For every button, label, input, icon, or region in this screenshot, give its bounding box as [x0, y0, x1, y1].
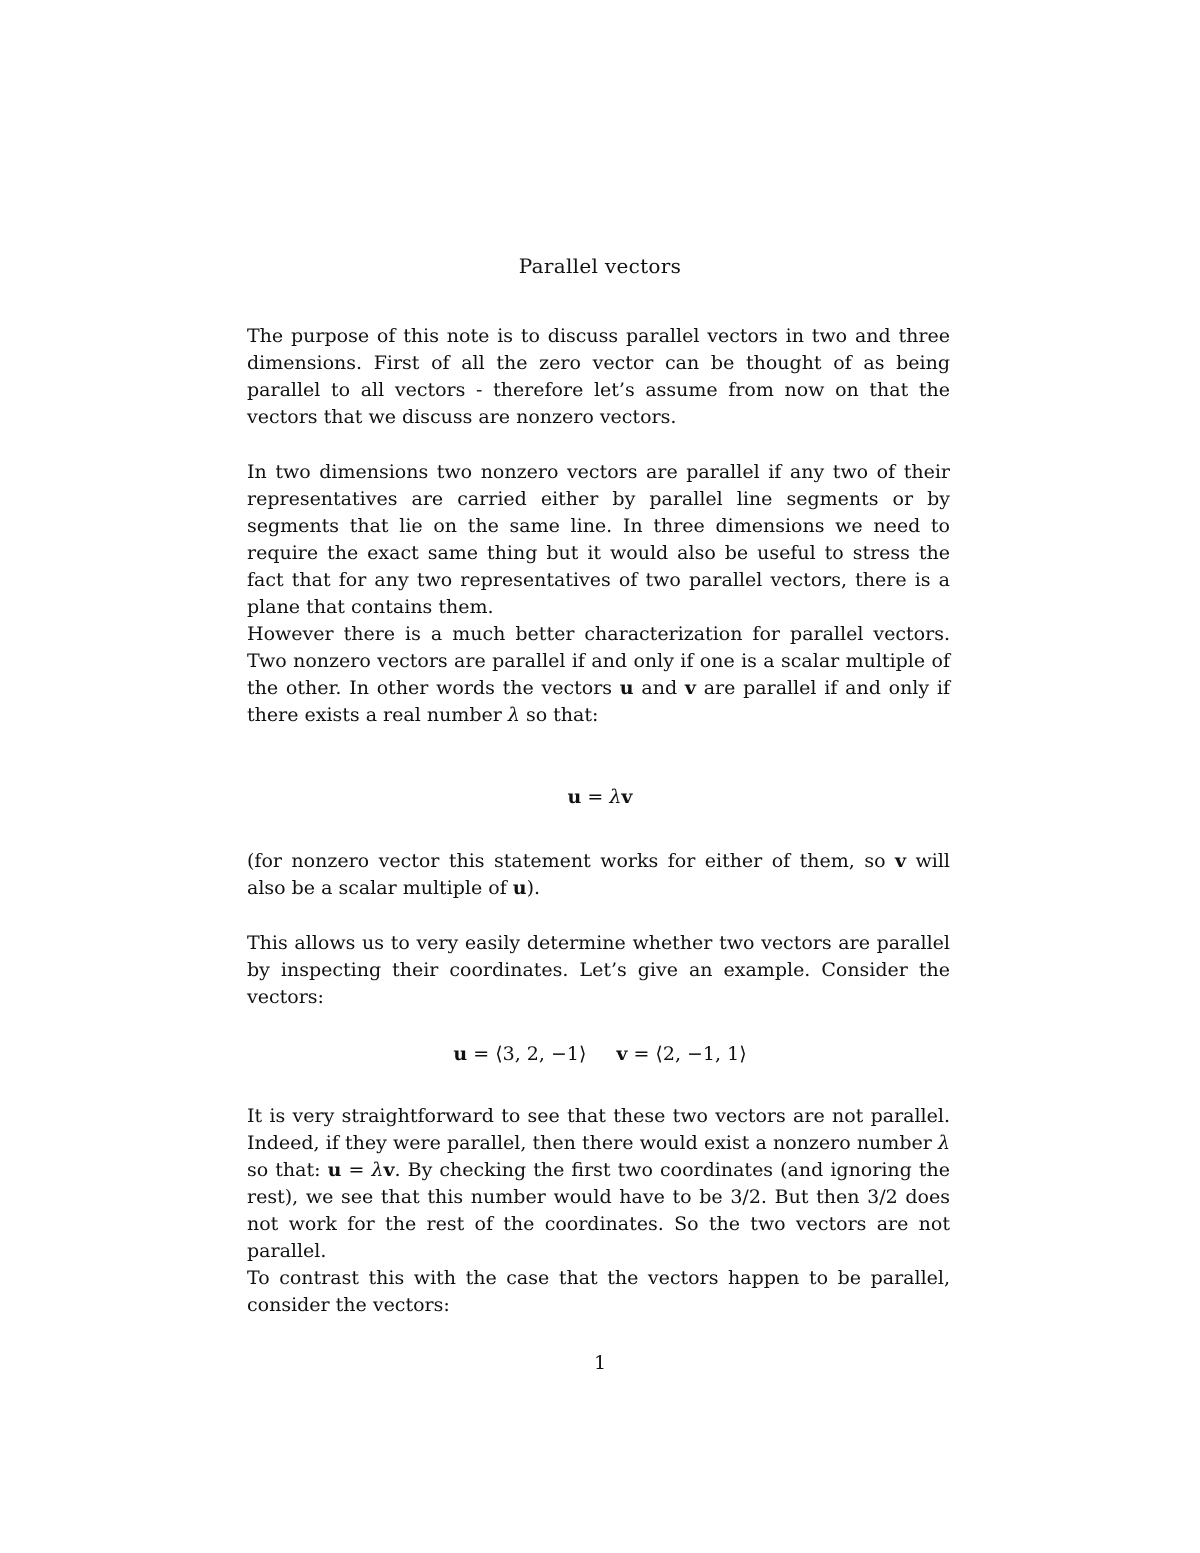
equation-u: u	[453, 1043, 468, 1065]
equation-v: v	[621, 786, 633, 808]
equation-v: v	[616, 1043, 628, 1065]
paragraph-intro: The purpose of this note is to discuss parallel vectors in two and three dimensions. First of all the zero vector can be thought of as being parallel to all vectors - therefore let’s assume from now on that the vectors that we discuss are nonzero vectors.	[247, 325, 950, 428]
page-title: Parallel vectors	[518, 254, 682, 278]
vector-v-symbol: v	[684, 677, 696, 699]
paragraph-contrast: To contrast this with the case that the vectors happen to be parallel, consider the vectors:	[247, 1267, 950, 1316]
paragraph-example-intro: This allows us to very easily determine whether two vectors are parallel by inspecting their coordinates. Let’s give an example. Consider the vectors:	[247, 932, 950, 1008]
page-number: 1	[593, 1352, 607, 1374]
text-segment: are parallel if and only if there exists a real number	[247, 677, 950, 726]
vector-v-symbol: v	[383, 1159, 395, 1181]
paragraph-two-dimensions: In two dimensions two nonzero vectors are parallel if any two of their representatives are carried either by parallel line segments or by segments that lie on the same line. In three dimensions we need to require the exact same thing but it would also be useful to stress the fact that for any two representatives of two parallel vectors, there is a plane that contains them.	[247, 461, 950, 618]
text-segment: =	[341, 1159, 372, 1181]
text-segment: However there is a much better characterization for parallel vectors. Two nonzero vectors are parallel if and only if one is a scalar multiple of the other. In other words the vectors	[247, 623, 950, 699]
paragraph-either-vector	[247, 848, 950, 902]
text-segment: so that:	[519, 704, 599, 726]
equation-v-value: = ⟨2, −1, 1⟩	[627, 1043, 747, 1065]
equation-example-vectors	[0, 1041, 1200, 1068]
text-segment: ).	[526, 877, 541, 899]
text-segment: will also be a scalar multiple of	[247, 850, 950, 899]
equation-lambda: λ	[609, 786, 622, 808]
text-segment: and	[633, 677, 685, 699]
equation-equals: =	[581, 786, 610, 808]
text-segment: . By checking the first two coordinates (and ignoring the rest), we see that this number would have to be 3/2. But then 3/2 does not work for the rest of the coordinates. So the two vectors are not parallel.	[247, 1159, 950, 1262]
vector-u-symbol: u	[619, 677, 634, 699]
vector-u-symbol: u	[512, 877, 527, 899]
paragraph-not-parallel	[247, 1103, 950, 1265]
paragraph-characterization	[247, 621, 950, 729]
lambda-symbol: λ	[371, 1159, 384, 1181]
equation-scalar-multiple	[0, 784, 1200, 811]
text-segment: (for nonzero vector this statement works for either of them, so	[247, 850, 895, 872]
lambda-symbol: λ	[937, 1132, 950, 1154]
equation-u-value: = ⟨3, 2, −1⟩	[467, 1043, 587, 1065]
vector-u-symbol: u	[327, 1159, 342, 1181]
equation-u: u	[567, 786, 582, 808]
lambda-symbol: λ	[507, 704, 520, 726]
vector-v-symbol: v	[894, 850, 907, 872]
text-segment: so that:	[247, 1159, 328, 1181]
text-segment: It is very straightforward to see that these two vectors are not parallel. Indeed, if they were parallel, then there would exist a nonzero number	[247, 1105, 950, 1154]
